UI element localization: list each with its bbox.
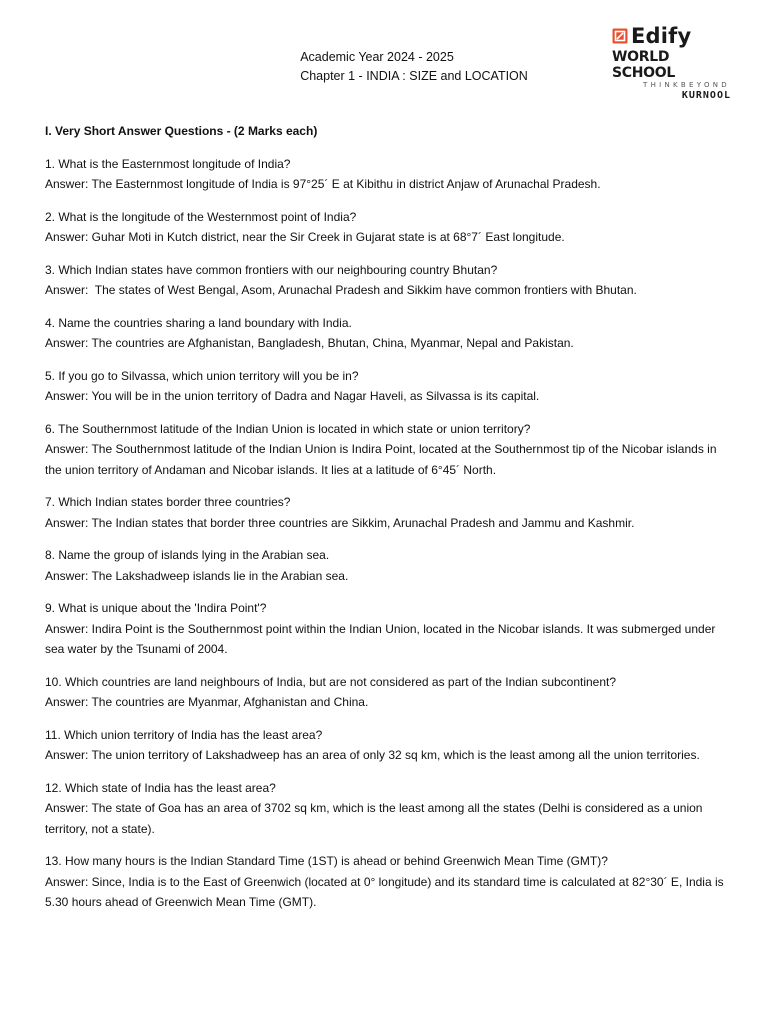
edify-logo-icon	[612, 28, 628, 44]
qa-item	[45, 492, 735, 533]
answer-text: Answer: Guhar Moti in Kutch district, near the Sir Creek in Gujarat state is at 68°7´ East longitude.	[45, 230, 565, 244]
logo-tagline: THINKBEYOND	[643, 81, 730, 89]
chapter-title: Chapter 1 - INDIA : SIZE and LOCATION	[300, 69, 528, 83]
answer-text: Answer: Since, India is to the East of Greenwich (located at 0° longitude) and its standard time is calculated at 82°30´ E, India is 5.30 hours ahead of Greenwich Mean Time (GMT).	[45, 874, 724, 909]
question-text: 12. Which state of India has the least area?	[45, 780, 276, 795]
logo-brand: Edify	[631, 24, 692, 48]
document-body	[45, 121, 735, 925]
qa-item	[45, 672, 735, 713]
school-logo	[612, 24, 734, 101]
qa-item	[45, 851, 735, 913]
answer-text: Answer: The countries are Afghanistan, Bangladesh, Bhutan, China, Myanmar, Nepal and Pakistan.	[45, 336, 574, 350]
answer-text: Answer: The Indian states that border three countries are Sikkim, Arunachal Pradesh and Jammu and Kashmir.	[45, 515, 635, 530]
question-text: 13. How many hours is the Indian Standard Time (1ST) is ahead or behind Greenwich Mean Time (GMT)?	[45, 854, 608, 868]
question-text: 11. Which union territory of India has the least area?	[45, 727, 323, 742]
logo-school-name: WORLD SCHOOL	[612, 49, 675, 81]
question-text: 1. What is the Easternmost longitude of India?	[45, 156, 291, 171]
qa-item	[45, 545, 735, 586]
logo-city: KURNOOL	[681, 90, 731, 101]
academic-year: Academic Year 2024 - 2025	[300, 50, 454, 64]
qa-item	[45, 598, 735, 660]
answer-text: Answer: You will be in the union territory of Dadra and Nagar Haveli, as Silvassa is its capital.	[45, 389, 540, 403]
question-text: 3. Which Indian states have common frontiers with our neighbouring country Bhutan?	[45, 262, 498, 277]
question-text: 9. What is unique about the 'Indira Point'?	[45, 601, 267, 615]
qa-item	[45, 207, 735, 248]
qa-item	[45, 366, 735, 407]
question-text: 7. Which Indian states border three countries?	[45, 495, 291, 509]
qa-item	[45, 313, 735, 354]
answer-text: Answer: The countries are Myanmar, Afghanistan and China.	[45, 695, 369, 709]
answer-text: Answer: The union territory of Lakshadweep has an area of only 32 sq km, which is the least among all the union territories.	[45, 748, 700, 762]
answer-text: Answer: Indira Point is the Southernmost point within the Indian Union, located in the Nicobar islands. It was submerged under sea water by the Tsunami of 2004.	[45, 621, 716, 656]
question-text: 10. Which countries are land neighbours of India, but are not considered as part of the Indian subcontinent?	[45, 674, 617, 689]
question-text: 2. What is the longitude of the Westernmost point of India?	[45, 209, 357, 224]
answer-text: Answer: The Easternmost longitude of India is 97°25´ E at Kibithu in district Anjaw of Arunachal Pradesh.	[45, 177, 601, 191]
answer-text: Answer: The states of West Bengal, Asom, Arunachal Pradesh and Sikkim have common frontiers with Bhutan.	[45, 283, 637, 297]
qa-item	[45, 154, 735, 195]
answer-text: Answer: The Southernmost latitude of the Indian Union is Indira Point, located at the Southernmost tip of the Nicobar islands in the union territory of Andaman and Nicobar islands. It lies at a latitude of 6°45´ North.	[45, 442, 717, 477]
question-text: 8. Name the group of islands lying in the Arabian sea.	[45, 548, 330, 562]
question-text: 4. Name the countries sharing a land boundary with India.	[45, 315, 352, 330]
answer-text: Answer: The Lakshadweep islands lie in the Arabian sea.	[45, 568, 349, 583]
question-text: 6. The Southernmost latitude of the Indian Union is located in which state or union territory?	[45, 421, 531, 436]
qa-item	[45, 419, 735, 481]
qa-item	[45, 778, 735, 840]
question-text: 5. If you go to Silvassa, which union territory will you be in?	[45, 368, 359, 383]
qa-item	[45, 725, 735, 766]
qa-item	[45, 260, 735, 301]
section-heading: I. Very Short Answer Questions - (2 Marks each)	[45, 124, 318, 138]
answer-text: Answer: The state of Goa has an area of 3702 sq km, which is the least among all the states (Delhi is considered as a union territory, not a state).	[45, 801, 703, 836]
